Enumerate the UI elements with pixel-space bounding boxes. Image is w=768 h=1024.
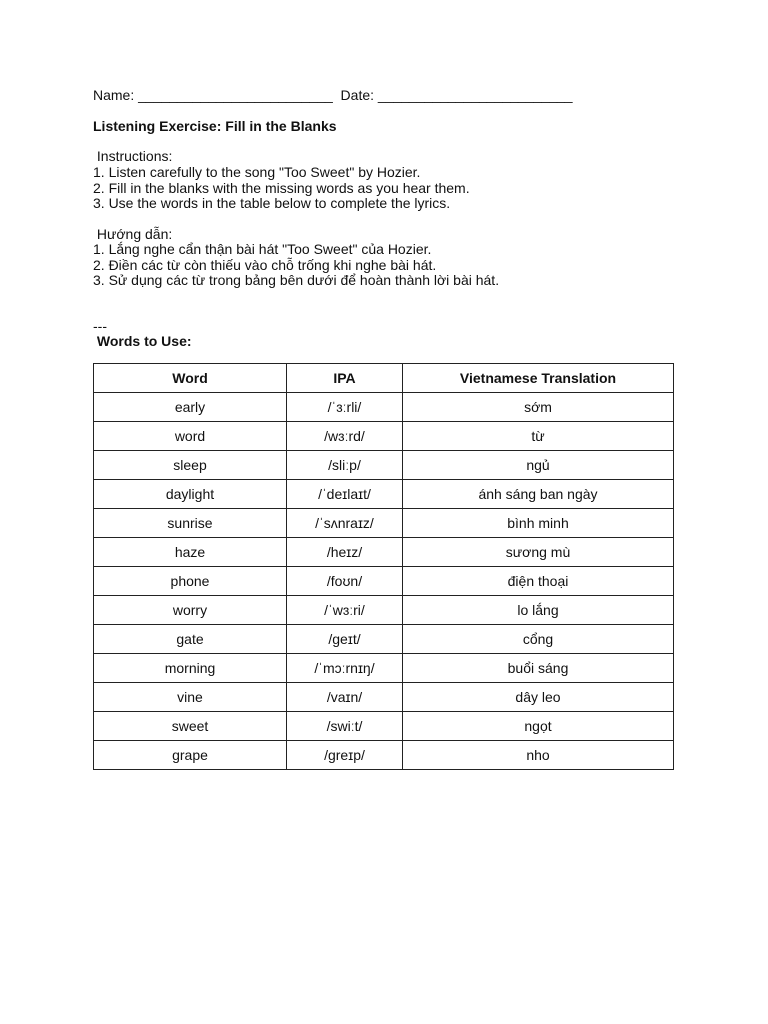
translation-cell: cổng (403, 625, 674, 654)
header-translation: Vietnamese Translation (403, 364, 674, 393)
ipa-cell: /heɪz/ (287, 538, 403, 567)
ipa-cell: /ˈsʌnraɪz/ (287, 509, 403, 538)
word-cell: sunrise (94, 509, 287, 538)
translation-cell: sương mù (403, 538, 674, 567)
word-cell: gate (94, 625, 287, 654)
table-row (94, 567, 674, 596)
table-row (94, 538, 674, 567)
table-row (94, 741, 674, 770)
word-cell: early (94, 393, 287, 422)
table-row (94, 683, 674, 712)
translation-cell: buổi sáng (403, 654, 674, 683)
instruction-item: 3. Use the words in the table below to complete the lyrics. (93, 195, 451, 211)
translation-cell: ánh sáng ban ngày (403, 480, 674, 509)
word-cell: daylight (94, 480, 287, 509)
table-row (94, 509, 674, 538)
word-cell: sleep (94, 451, 287, 480)
translation-cell: lo lắng (403, 596, 674, 625)
vi-instruction-item: 1. Lắng nghe cẩn thận bài hát "Too Sweet" của Hozier. (93, 241, 432, 257)
table-row (94, 480, 674, 509)
name-date-line: Name: _________________________ Date: _________________________ (93, 87, 573, 103)
word-cell: worry (94, 596, 287, 625)
table-row (94, 625, 674, 654)
word-cell: word (94, 422, 287, 451)
translation-cell: bình minh (403, 509, 674, 538)
header-ipa: IPA (287, 364, 403, 393)
words-heading: Words to Use: (93, 333, 192, 349)
header-word: Word (94, 364, 287, 393)
word-cell: morning (94, 654, 287, 683)
ipa-cell: /sliːp/ (287, 451, 403, 480)
word-cell: haze (94, 538, 287, 567)
ipa-cell: /vaɪn/ (287, 683, 403, 712)
table-row (94, 654, 674, 683)
ipa-cell: /greɪp/ (287, 741, 403, 770)
vi-instruction-item: 3. Sử dụng các từ trong bảng bên dưới để hoàn thành lời bài hát. (93, 272, 500, 288)
ipa-cell: /ˈdeɪlaɪt/ (287, 480, 403, 509)
table-row (94, 422, 674, 451)
word-cell: phone (94, 567, 287, 596)
translation-cell: từ (403, 422, 674, 451)
word-cell: grape (94, 741, 287, 770)
ipa-cell: /foʊn/ (287, 567, 403, 596)
separator: --- (93, 318, 107, 334)
ipa-cell: /swiːt/ (287, 712, 403, 741)
word-cell: sweet (94, 712, 287, 741)
table-row (94, 596, 674, 625)
words-table (93, 363, 674, 770)
table-header-row (94, 364, 674, 393)
exercise-title: Listening Exercise: Fill in the Blanks (93, 118, 337, 134)
instructions-heading: Instructions: (93, 148, 173, 164)
table-row (94, 393, 674, 422)
ipa-cell: /ˈɜːrli/ (287, 393, 403, 422)
instruction-item: 2. Fill in the blanks with the missing words as you hear them. (93, 180, 470, 196)
instruction-item: 1. Listen carefully to the song "Too Sweet" by Hozier. (93, 164, 421, 180)
translation-cell: nho (403, 741, 674, 770)
translation-cell: điện thoại (403, 567, 674, 596)
ipa-cell: /geɪt/ (287, 625, 403, 654)
translation-cell: dây leo (403, 683, 674, 712)
table-row (94, 712, 674, 741)
translation-cell: ngủ (403, 451, 674, 480)
translation-cell: ngọt (403, 712, 674, 741)
ipa-cell: /ˈmɔːrnɪŋ/ (287, 654, 403, 683)
vi-instructions-heading: Hướng dẫn: (93, 226, 173, 242)
word-cell: vine (94, 683, 287, 712)
table-row (94, 451, 674, 480)
ipa-cell: /wɜːrd/ (287, 422, 403, 451)
translation-cell: sớm (403, 393, 674, 422)
ipa-cell: /ˈwɜːri/ (287, 596, 403, 625)
vi-instruction-item: 2. Điền các từ còn thiếu vào chỗ trống khi nghe bài hát. (93, 257, 437, 273)
